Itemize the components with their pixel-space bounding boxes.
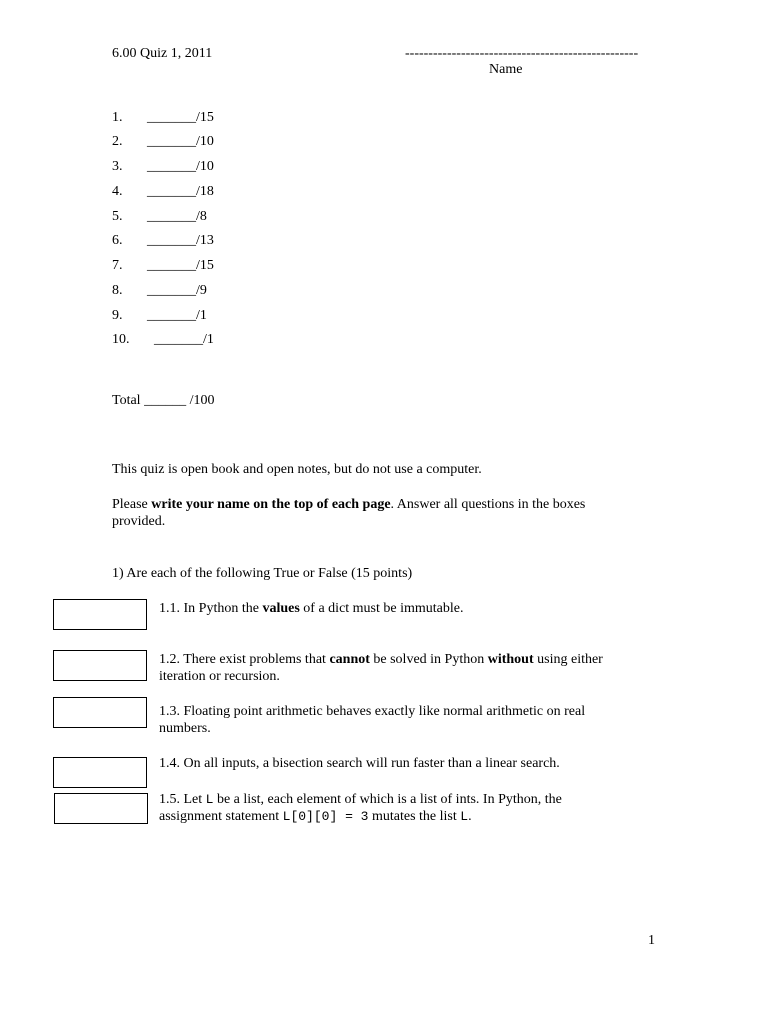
instructions-bold: write your name on the top of each page (151, 497, 391, 512)
page-number: 1 (648, 933, 655, 948)
name-line: -------------------------------------------------- (405, 46, 639, 61)
total-score: Total ______ /100 (112, 393, 215, 408)
score-number: 4. (112, 184, 123, 199)
instructions-text: . Answer all questions in the boxes (390, 497, 586, 512)
q-text: be a list, each element of which is a list of ints. In Python, the (213, 792, 562, 807)
score-blank: _______/13 (147, 233, 214, 248)
q-code: L (205, 792, 214, 807)
q-text: 1.2. There exist problems that (159, 652, 330, 667)
q-text: using either (533, 652, 603, 667)
q-bold: without (487, 652, 534, 667)
q-line (159, 791, 639, 808)
question-1-2 (159, 651, 639, 685)
q-text: . (468, 809, 472, 824)
q-line: numbers. (159, 721, 211, 736)
score-number: 8. (112, 283, 123, 298)
score-blank: _______/1 (154, 332, 214, 347)
q-text: 1.1. In Python the (159, 601, 263, 616)
name-label: Name (489, 62, 523, 77)
score-blank: _______/10 (147, 134, 214, 149)
score-blank: _______/1 (147, 308, 207, 323)
answer-box-1-1[interactable] (53, 599, 147, 630)
q-line: iteration or recursion. (159, 669, 280, 684)
q-line: 1.3. Floating point arithmetic behaves exactly like normal arithmetic on real (159, 704, 586, 719)
instructions-line2 (112, 496, 585, 513)
question-1-5 (159, 791, 639, 825)
q-text: 1.5. Let (159, 792, 206, 807)
score-number: 1. (112, 110, 123, 125)
q-code: L (460, 809, 469, 824)
score-blank: _______/18 (147, 184, 214, 199)
score-blank: _______/15 (147, 258, 214, 273)
score-number: 7. (112, 258, 123, 273)
answer-box-1-5[interactable] (54, 793, 148, 824)
score-number: 6. (112, 233, 123, 248)
instructions-line3: provided. (112, 514, 166, 529)
q-text: be solved in Python (369, 652, 488, 667)
question-1-4: 1.4. On all inputs, a bisection search will run faster than a linear search. (159, 756, 560, 771)
instructions-line1: This quiz is open book and open notes, but do not use a computer. (112, 462, 482, 477)
q-text: of a dict must be immutable. (299, 601, 464, 616)
q-bold: values (262, 601, 300, 616)
score-blank: _______/8 (147, 209, 207, 224)
question-1-1 (159, 600, 639, 617)
score-number: 9. (112, 308, 123, 323)
question-1-heading: 1) Are each of the following True or False (15 points) (112, 566, 413, 581)
score-number: 3. (112, 159, 123, 174)
q-bold: cannot (329, 652, 370, 667)
course-title: 6.00 Quiz 1, 2011 (112, 46, 213, 61)
q-text: mutates the list (368, 809, 461, 824)
score-number: 2. (112, 134, 123, 149)
q-code: L[0][0] = 3 (282, 809, 369, 824)
instructions-text: Please (112, 497, 152, 512)
q-line (159, 651, 639, 668)
score-number: 5. (112, 209, 123, 224)
score-number: 10. (112, 332, 130, 347)
q-line (159, 808, 639, 825)
q-text: assignment statement (159, 809, 283, 824)
score-blank: _______/10 (147, 159, 214, 174)
question-1-3 (159, 703, 639, 737)
answer-box-1-2[interactable] (53, 650, 147, 681)
score-blank: _______/9 (147, 283, 207, 298)
score-blank: _______/15 (147, 110, 214, 125)
answer-box-1-4[interactable] (53, 757, 147, 788)
answer-box-1-3[interactable] (53, 697, 147, 728)
